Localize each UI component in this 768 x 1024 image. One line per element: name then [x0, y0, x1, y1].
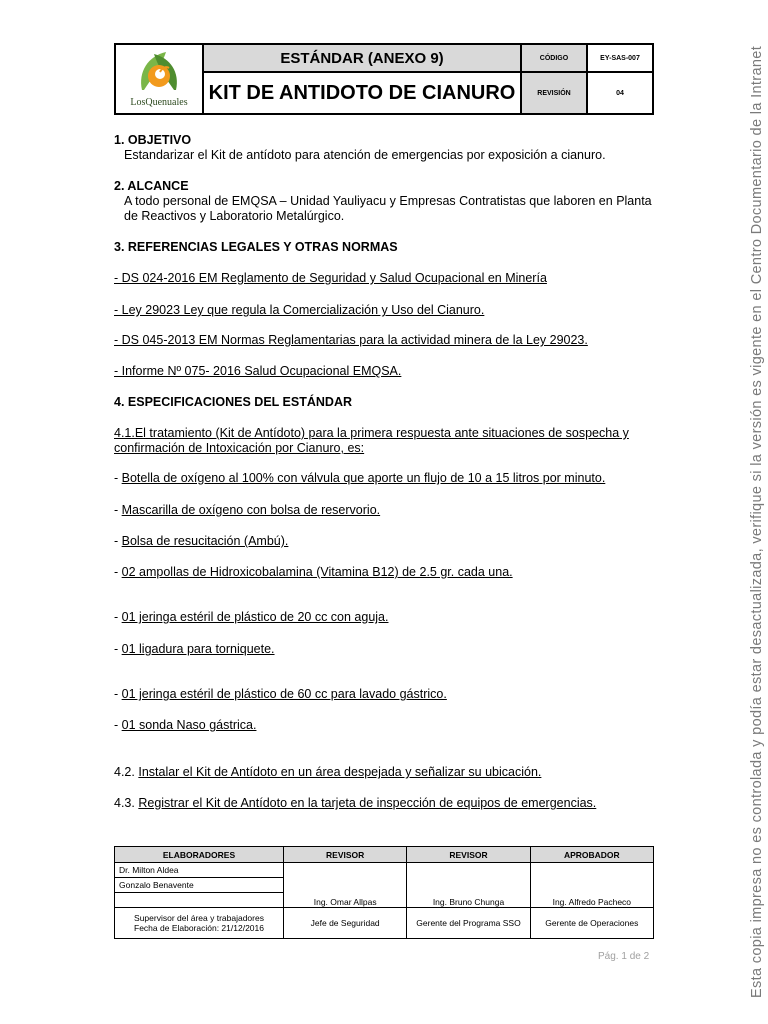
- kit-item-text: Botella de oxígeno al 100% con válvula que aporte un flujo de 10 a 15 litros por minuto.: [121, 471, 606, 485]
- code-value: EY-SAS-007: [587, 44, 653, 72]
- alcance-title: 2. ALCANCE: [114, 179, 189, 193]
- signatures-table: [114, 846, 654, 939]
- especificaciones-title: 4. ESPECIFICACIONES DEL ESTÁNDAR: [114, 395, 353, 409]
- elaborador-name: Gonzalo Benavente: [115, 878, 284, 893]
- step-number: 4.2.: [114, 765, 135, 779]
- revision-value: 04: [587, 72, 653, 114]
- kit-item: - Botella de oxígeno al 100% con válvula que aporte un flujo de 10 a 15 litros por minuto.: [114, 471, 606, 485]
- aprobador-name: Ing. Alfredo Pacheco: [530, 863, 653, 908]
- step-number: 4.3.: [114, 796, 135, 810]
- kit-item-text: Mascarilla de oxígeno con bolsa de reservorio.: [121, 503, 381, 517]
- kit-item-text: Bolsa de resucitación (Ambú).: [121, 534, 289, 548]
- logo-leaf-icon: [136, 50, 182, 94]
- alcance-body: A todo personal de EMQSA – Unidad Yauliyacu y Empresas Contratistas que laboren en Planta de Reactivos y Laboratorio Metalúrgico.: [124, 194, 652, 223]
- elaborador-blank: [115, 893, 284, 908]
- kit-item: - 01 jeringa estéril de plástico de 60 cc para lavado gástrico.: [114, 687, 447, 701]
- kit-item-text: 01 ligadura para torniquete.: [121, 642, 275, 656]
- kit-item-text: 01 jeringa estéril de plástico de 60 cc para lavado gástrico.: [121, 687, 447, 701]
- aprobador-role: Gerente de Operaciones: [530, 908, 653, 939]
- kit-item: - 01 sonda Naso gástrica.: [114, 718, 257, 732]
- revisor-role: Gerente del Programa SSO: [407, 908, 530, 939]
- column-header: REVISOR: [284, 847, 407, 863]
- document-title: KIT DE ANTIDOTO DE CIANURO: [203, 72, 521, 114]
- kit-item: - 01 jeringa estéril de plástico de 20 cc con aguja.: [114, 610, 389, 624]
- step-text: Registrar el Kit de Antídoto en la tarjeta de inspección de equipos de emergencias.: [138, 796, 597, 810]
- kit-item: - Bolsa de resucitación (Ambú).: [114, 534, 289, 548]
- revisor-name: Ing. Bruno Chunga: [407, 863, 530, 908]
- elaborador-role: [115, 908, 284, 939]
- kit-item-text: 02 ampollas de Hidroxicobalamina (Vitamina B12) de 2.5 gr. cada una.: [121, 565, 513, 579]
- code-label: CÓDIGO: [521, 44, 587, 72]
- kit-item-text: 01 jeringa estéril de plástico de 20 cc con aguja.: [121, 610, 389, 624]
- company-logo: [115, 44, 203, 114]
- column-header: ELABORADORES: [115, 847, 284, 863]
- kit-item: - 02 ampollas de Hidroxicobalamina (Vitamina B12) de 2.5 gr. cada una.: [114, 565, 513, 579]
- document-header: [114, 43, 654, 115]
- objetivo-body: Estandarizar el Kit de antídoto para atención de emergencias por exposición a cianuro.: [124, 148, 606, 162]
- reference-item: - DS 024-2016 EM Reglamento de Seguridad y Salud Ocupacional en Minería: [114, 271, 547, 285]
- kit-item-text: 01 sonda Naso gástrica.: [121, 718, 257, 732]
- referencias-title: 3. REFERENCIAS LEGALES Y OTRAS NORMAS: [114, 240, 398, 254]
- kit-item: - Mascarilla de oxígeno con bolsa de reservorio.: [114, 503, 381, 517]
- elaboration-date: Fecha de Elaboración: 21/12/2016: [134, 923, 264, 933]
- standard-label: ESTÁNDAR (ANEXO 9): [203, 44, 521, 72]
- specification-intro: 4.1.El tratamiento (Kit de Antídoto) para la primera respuesta ante situaciones de sospecha y confirmación de Intoxicación por Cianuro, es:: [114, 426, 629, 455]
- step-4-2: [114, 765, 541, 780]
- reference-item: - Ley 29023 Ley que regula la Comercialización y Uso del Cianuro.: [114, 303, 485, 317]
- reference-item: - DS 045-2013 EM Normas Reglamentarias para la actividad minera de la Ley 29023.: [114, 333, 588, 347]
- column-header: REVISOR: [407, 847, 530, 863]
- control-watermark: Esta copia impresa no es controlada y podía estar desactualizada, verifique si la versión es vigente en el Centro Documentario de la Intranet: [749, 45, 765, 998]
- role-line: Supervisor del área y trabajadores: [134, 913, 264, 923]
- step-4-3: [114, 796, 596, 811]
- kit-item: - 01 ligadura para torniquete.: [114, 642, 275, 656]
- revisor-name: Ing. Omar Allpas: [284, 863, 407, 908]
- step-text: Instalar el Kit de Antídoto en un área despejada y señalizar su ubicación.: [138, 765, 542, 779]
- page-number: Pág. 1 de 2: [598, 951, 650, 962]
- objetivo-title: 1. OBJETIVO: [114, 133, 192, 147]
- reference-item: - Informe Nº 075- 2016 Salud Ocupacional EMQSA.: [114, 364, 402, 378]
- revisor-role: Jefe de Seguridad: [284, 908, 407, 939]
- column-header: APROBADOR: [530, 847, 653, 863]
- revision-label: REVISIÓN: [521, 72, 587, 114]
- logo-text: LosQuenuales: [130, 97, 188, 108]
- elaborador-name: Dr. Milton Aldea: [115, 863, 284, 878]
